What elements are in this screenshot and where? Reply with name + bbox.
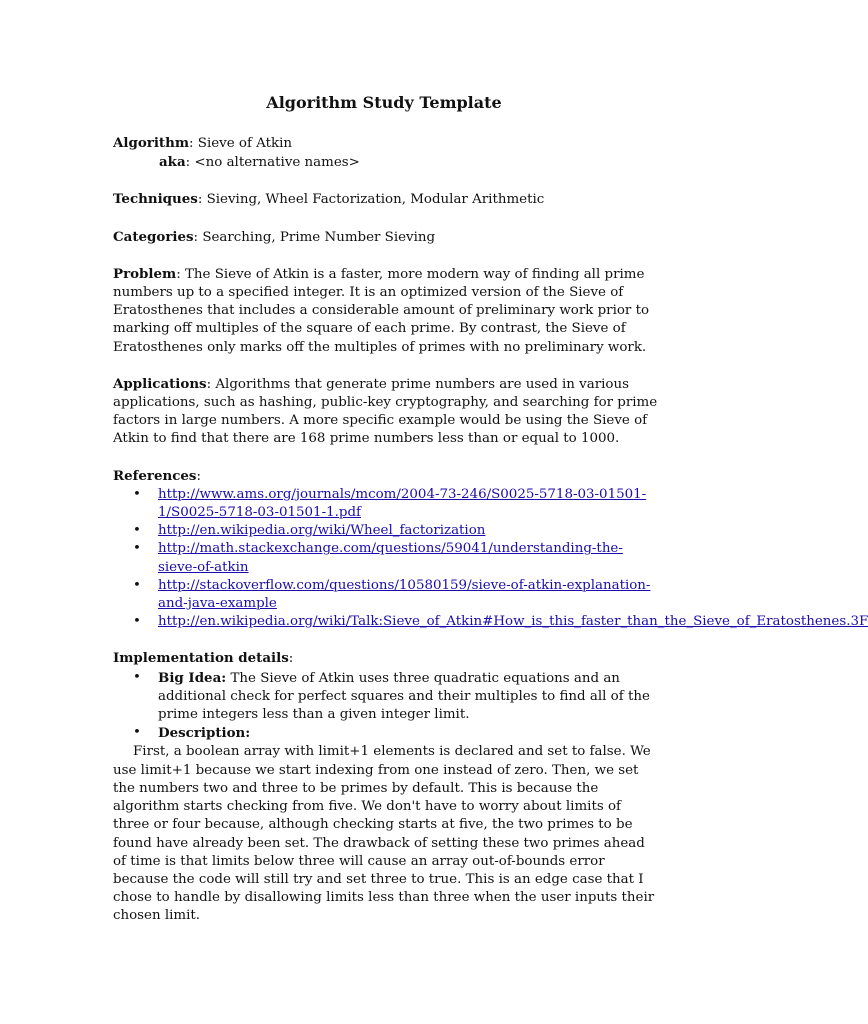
references-section bbox=[113, 467, 868, 632]
categories-label: Categories bbox=[113, 228, 194, 245]
implementation-label: Implementation details bbox=[113, 650, 289, 667]
categories-line bbox=[113, 228, 658, 247]
document-body bbox=[113, 134, 868, 926]
reference-link[interactable]: http://www.ams.org/journals/mcom/2004-73-246/S0025-5718-03-01501-1/S0025-5718-03-01501-1.pdf bbox=[158, 486, 647, 521]
aka-line bbox=[113, 153, 658, 172]
problem-text: : The Sieve of Atkin is a faster, more modern way of finding all prime numbers up to a specified integer. It is an optimized version of the Sieve of Eratosthenes that includes a considerable amount of preliminary work prior to marking off multiples of the square of each prime. By contrast, the Sieve of Eratosthenes only marks off the multiples of primes with no preliminary work. bbox=[113, 266, 650, 355]
list-item bbox=[113, 522, 658, 540]
list-item-big-idea bbox=[113, 669, 658, 725]
techniques-line bbox=[113, 190, 658, 209]
problem-paragraph bbox=[113, 265, 658, 357]
bullet-icon: • bbox=[133, 669, 141, 685]
implementation-heading bbox=[113, 649, 658, 668]
page-title: Algorithm Study Template bbox=[266, 93, 502, 112]
applications-text: : Algorithms that generate prime numbers are used in various applications, such as hashing, public-key cryptography, and searching for prime factors in large numbers. A more specific example would be using the Sieve of Atkin to find that there are 168 prime numbers less than or equal to 1000. bbox=[113, 376, 658, 447]
description-paragraph: First, a boolean array with limit+1 elements is declared and set to false. We use limit+1 because we start indexing from one instead of zero. Then, we set the numbers two and three to be primes by default. This is because the algorithm starts checking from five. We don't have to worry about limits of three or four because, although checking starts at five, the two primes to be found have already been set. The drawback of setting these two primes ahead of time is that limits below three will cause an array out-of-bounds error because the code will still try and set three to true. This is an edge case that I chose to handle by disallowing limits less than three when the user inputs their chosen limit. bbox=[113, 744, 655, 924]
bullet-icon: • bbox=[133, 523, 141, 539]
reference-link[interactable]: http://math.stackexchange.com/questions/59041/understanding-the-sieve-of-atkin bbox=[158, 541, 623, 575]
techniques-value: : Sieving, Wheel Factorization, Modular Arithmetic bbox=[197, 192, 545, 208]
implementation-list bbox=[113, 669, 658, 744]
bullet-icon: • bbox=[133, 614, 141, 630]
list-item bbox=[113, 486, 658, 522]
bullet-icon: • bbox=[133, 577, 141, 593]
big-idea-text: The Sieve of Atkin uses three quadratic equations and an additional check for perfect squares and their multiples to find all of the prime integers less than a given integer limit. bbox=[158, 670, 650, 723]
categories-value: : Searching, Prime Number Sieving bbox=[193, 229, 436, 245]
techniques-label: Techniques bbox=[113, 191, 198, 208]
applications-paragraph bbox=[113, 375, 658, 449]
applications-label: Applications bbox=[113, 375, 207, 392]
references-heading bbox=[113, 467, 658, 486]
aka-label: aka bbox=[159, 154, 186, 171]
list-item-description bbox=[113, 724, 658, 743]
algorithm-value: : Sieve of Atkin bbox=[189, 136, 293, 151]
bullet-icon: • bbox=[133, 725, 141, 741]
list-item bbox=[113, 577, 658, 613]
bullet-icon: • bbox=[133, 541, 141, 557]
list-item bbox=[113, 613, 868, 631]
references-colon: : bbox=[196, 468, 201, 484]
list-item bbox=[113, 540, 658, 576]
algorithm-line bbox=[113, 134, 658, 153]
references-label: References bbox=[113, 467, 197, 484]
implementation-section bbox=[113, 649, 658, 925]
problem-label: Problem bbox=[113, 265, 177, 282]
reference-link[interactable]: http://stackoverflow.com/questions/10580159/sieve-of-atkin-explanation-and-java-example bbox=[158, 577, 651, 612]
description-label: Description: bbox=[158, 725, 251, 742]
algorithm-label: Algorithm bbox=[113, 135, 190, 151]
aka-value: : <no alternative names> bbox=[185, 155, 360, 171]
reference-link[interactable]: http://en.wikipedia.org/wiki/Talk:Sieve_of_Atkin#How_is_this_faster_than_the_Sieve_of_Eratosthenes.3F bbox=[158, 614, 868, 630]
references-list bbox=[113, 486, 868, 632]
implementation-colon: : bbox=[288, 651, 294, 667]
big-idea-label: Big Idea: bbox=[158, 669, 227, 686]
reference-link[interactable]: http://en.wikipedia.org/wiki/Wheel_factorization bbox=[158, 523, 486, 539]
bullet-icon: • bbox=[133, 486, 141, 502]
